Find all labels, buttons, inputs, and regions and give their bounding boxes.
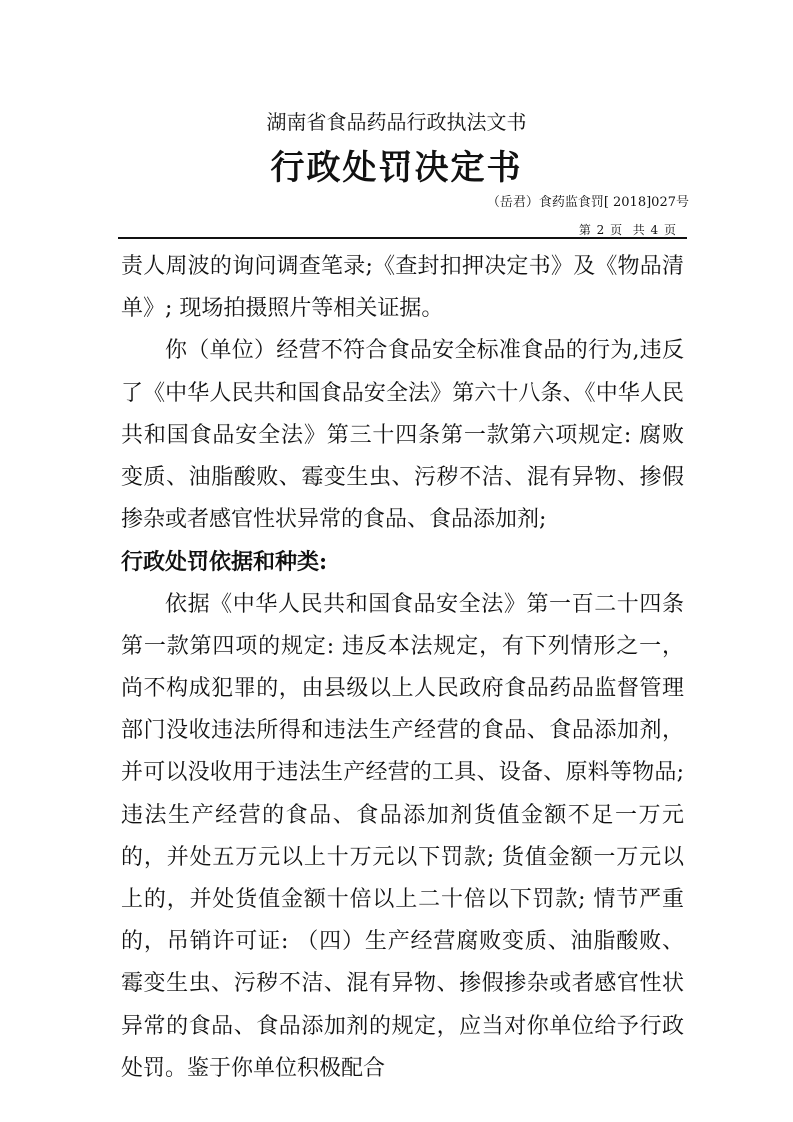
document-number: （岳君）食药监食罚[ 2018]027号 (486, 195, 689, 210)
document-body (121, 246, 684, 1090)
penalty-basis-heading: 行政处罚依据和种类: (121, 549, 328, 576)
evidence-paragraph: 责人周波的询问调查笔录;《查封扣押决定书》及《物品清单》; 现场拍摄照片等相关证据。 (121, 254, 684, 322)
violation-paragraph: 你（单位）经营不符合食品安全标准食品的行为,违反了《中华人民共和国食品安全法》第六十八条、《中华人民共和国食品安全法》第三十四条第一款第六项规定: 腐败变质、油脂酸败、霉变生虫、污秽不洁、混有异物、掺假掺杂或者感官性状异常的食品、食品添加剂; (121, 338, 684, 533)
issuing-organization: 湖南省食品药品行政执法文书 (266, 110, 527, 134)
header-divider (118, 237, 687, 239)
penalty-basis-paragraph: 依据《中华人民共和国食品安全法》第一百二十四条第一款第四项的规定: 违反本法规定，有下列情形之一，尚不构成犯罪的，由县级以上人民政府食品药品监督管理部门没收违法所得和违法生产经营的食品、食品添加剂，并可以没收用于违法生产经营的工具、设备、原料等物品; 违法生产经营的食品、食品添加剂货值金额不足一万元的，并处五万元以上十万元以下罚款; 货值金额一万元以上的，并处货值金额十倍以上二十倍以下罚款; 情节严重的，吊销许可证: （四）生产经营腐败变质、油脂酸败、霉变生虫、污秽不洁、混有异物、掺假掺杂或者感官性状异常的食品、食品添加剂的规定，应当对你单位给予行政处罚。鉴于你单位积极配合 (121, 591, 684, 1081)
document-title: 行政处罚决定书 (270, 148, 523, 188)
page-indicator: 第 2 页 共 4 页 (578, 223, 677, 237)
